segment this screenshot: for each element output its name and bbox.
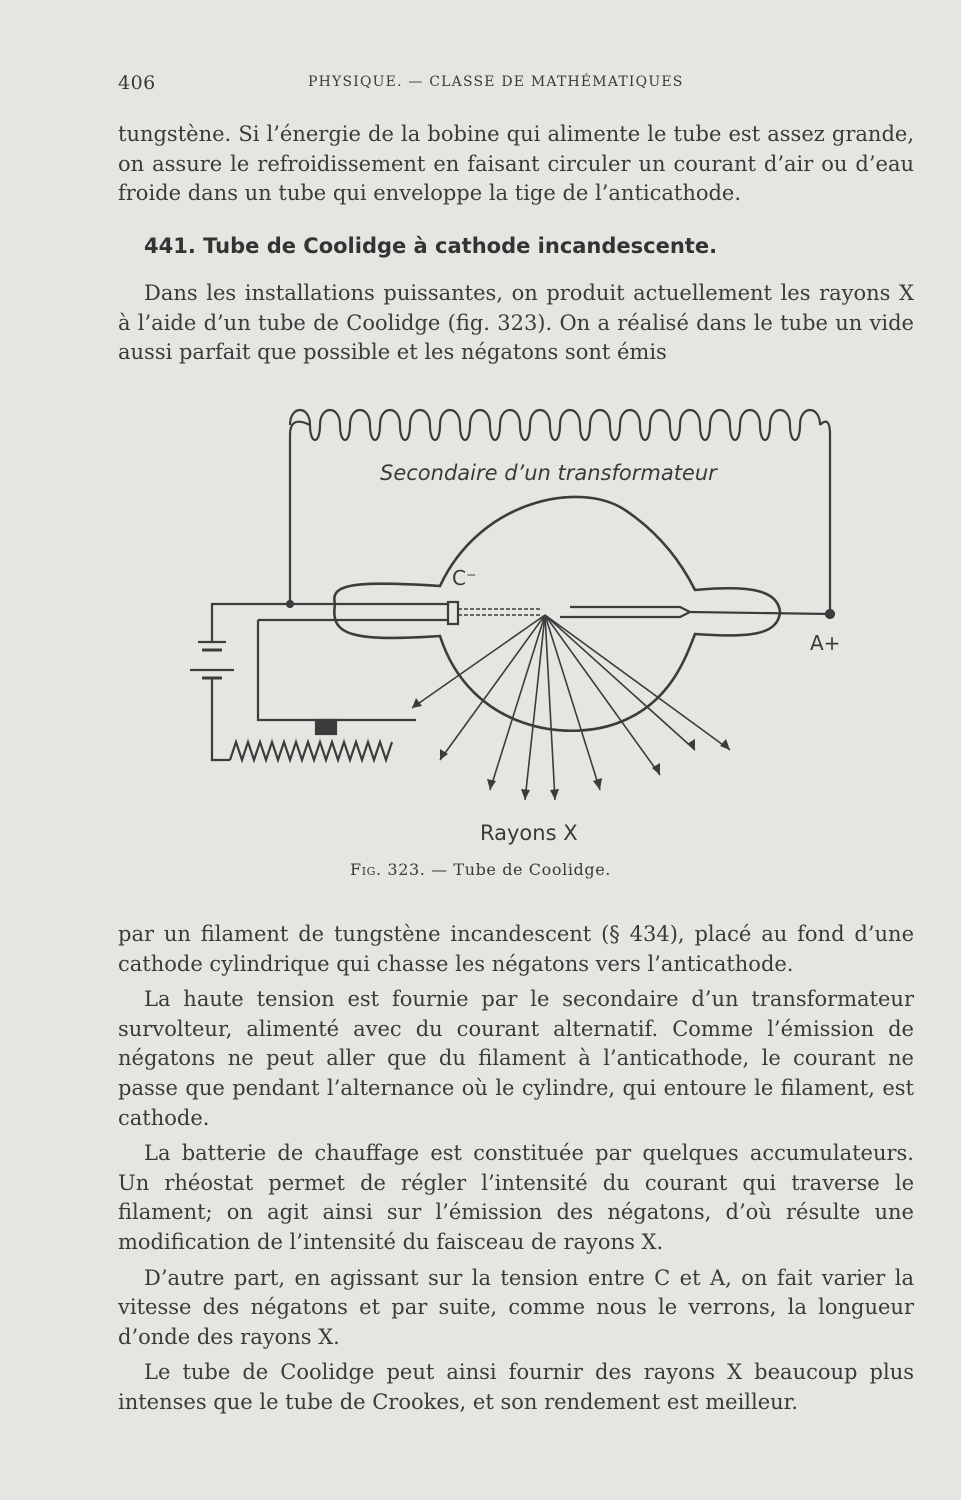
page-number: 406 [118, 72, 156, 94]
transformer-coil [290, 410, 820, 440]
coolidge-tube-diagram [150, 380, 850, 860]
anode-rod [560, 607, 690, 617]
rheostat-slider [316, 720, 336, 734]
section-title: Tube de Coolidge à cathode incandescente. [203, 234, 718, 258]
caption-text: 323. — Tube de Coolidge. [387, 860, 611, 879]
body-paragraph-2: La haute tension est fournie par le secondaire d’un transformateur survolteur, alimenté avec du courant alternatif. Comme l’émission de négatons ne peut aller que du filament à l’anticathode, le courant ne passe que pendant l’alternance où le cylindre, qui entoure le filament, est cathode. [118, 987, 914, 1130]
figure-caption [0, 860, 961, 879]
cathode-terminal [287, 601, 293, 607]
lead-left [290, 422, 310, 604]
intro-paragraph-block [118, 279, 914, 368]
rheostat-resistor [230, 742, 392, 760]
body-paragraph-4: D’autre part, en agissant sur la tension entre C et A, on fait varier la vitesse des négatons et par suite, comme nous le verrons, la longueur d’onde des rayons X. [118, 1265, 914, 1349]
cathode-cup [448, 602, 458, 624]
x-ray-arrowheads [412, 698, 730, 800]
top-paragraph: tungstène. Si l’énergie de la bobine qui alimente le tube est assez grande, on assure le refroidissement en faisant circuler un courant d’air ou d’eau froide dans un tube qui enveloppe la tige de l’anticathode. [118, 122, 914, 206]
battery-wire-top [212, 604, 290, 642]
running-head [118, 72, 914, 100]
top-paragraph-block [118, 120, 914, 209]
tube-bulb [334, 497, 780, 731]
lead-right [820, 422, 830, 614]
anode-terminal [826, 610, 834, 618]
intro-paragraph: Dans les installations puissantes, on produit actuellement les rayons X à l’aide d’un tube de Coolidge (fig. 323). On a réalisé dans le tube un vide aussi parfait que possible et les négatons sont émis [118, 281, 914, 365]
body-paragraph-3: La batterie de chauffage est constituée par quelques accumulateurs. Un rhéostat permet de régler l’intensité du courant qui traverse le filament; on agit ainsi sur l’émission des négatons, d’où résulte une modification de l’intensité du faisceau de rayons X. [118, 1141, 914, 1254]
section-number: 441. [144, 234, 196, 258]
body-text [118, 920, 914, 1418]
label-cathode: C⁻ [452, 566, 477, 590]
running-title: PHYSIQUE. — CLASSE DE MATHÉMATIQUES [308, 74, 684, 90]
anode-lead [690, 612, 830, 614]
label-rays: Rayons X [480, 821, 578, 845]
x-ray-beams [412, 615, 730, 800]
body-paragraph-1: par un filament de tungstène incandescent (§ 434), placé au fond d’une cathode cylindrique qui chasse les négatons vers l’anticathode. [118, 922, 914, 976]
section-heading [144, 234, 717, 258]
caption-prefix: Fig. [350, 860, 382, 879]
body-paragraph-5: Le tube de Coolidge peut ainsi fournir des rayons X beaucoup plus intenses que le tube de Crookes, et son rendement est meilleur. [118, 1360, 914, 1414]
battery-wire-bottom [212, 678, 230, 760]
label-secondary: Secondaire d’un transformateur [380, 461, 717, 485]
rheostat-wire [258, 620, 416, 720]
label-anode: A+ [810, 631, 841, 655]
